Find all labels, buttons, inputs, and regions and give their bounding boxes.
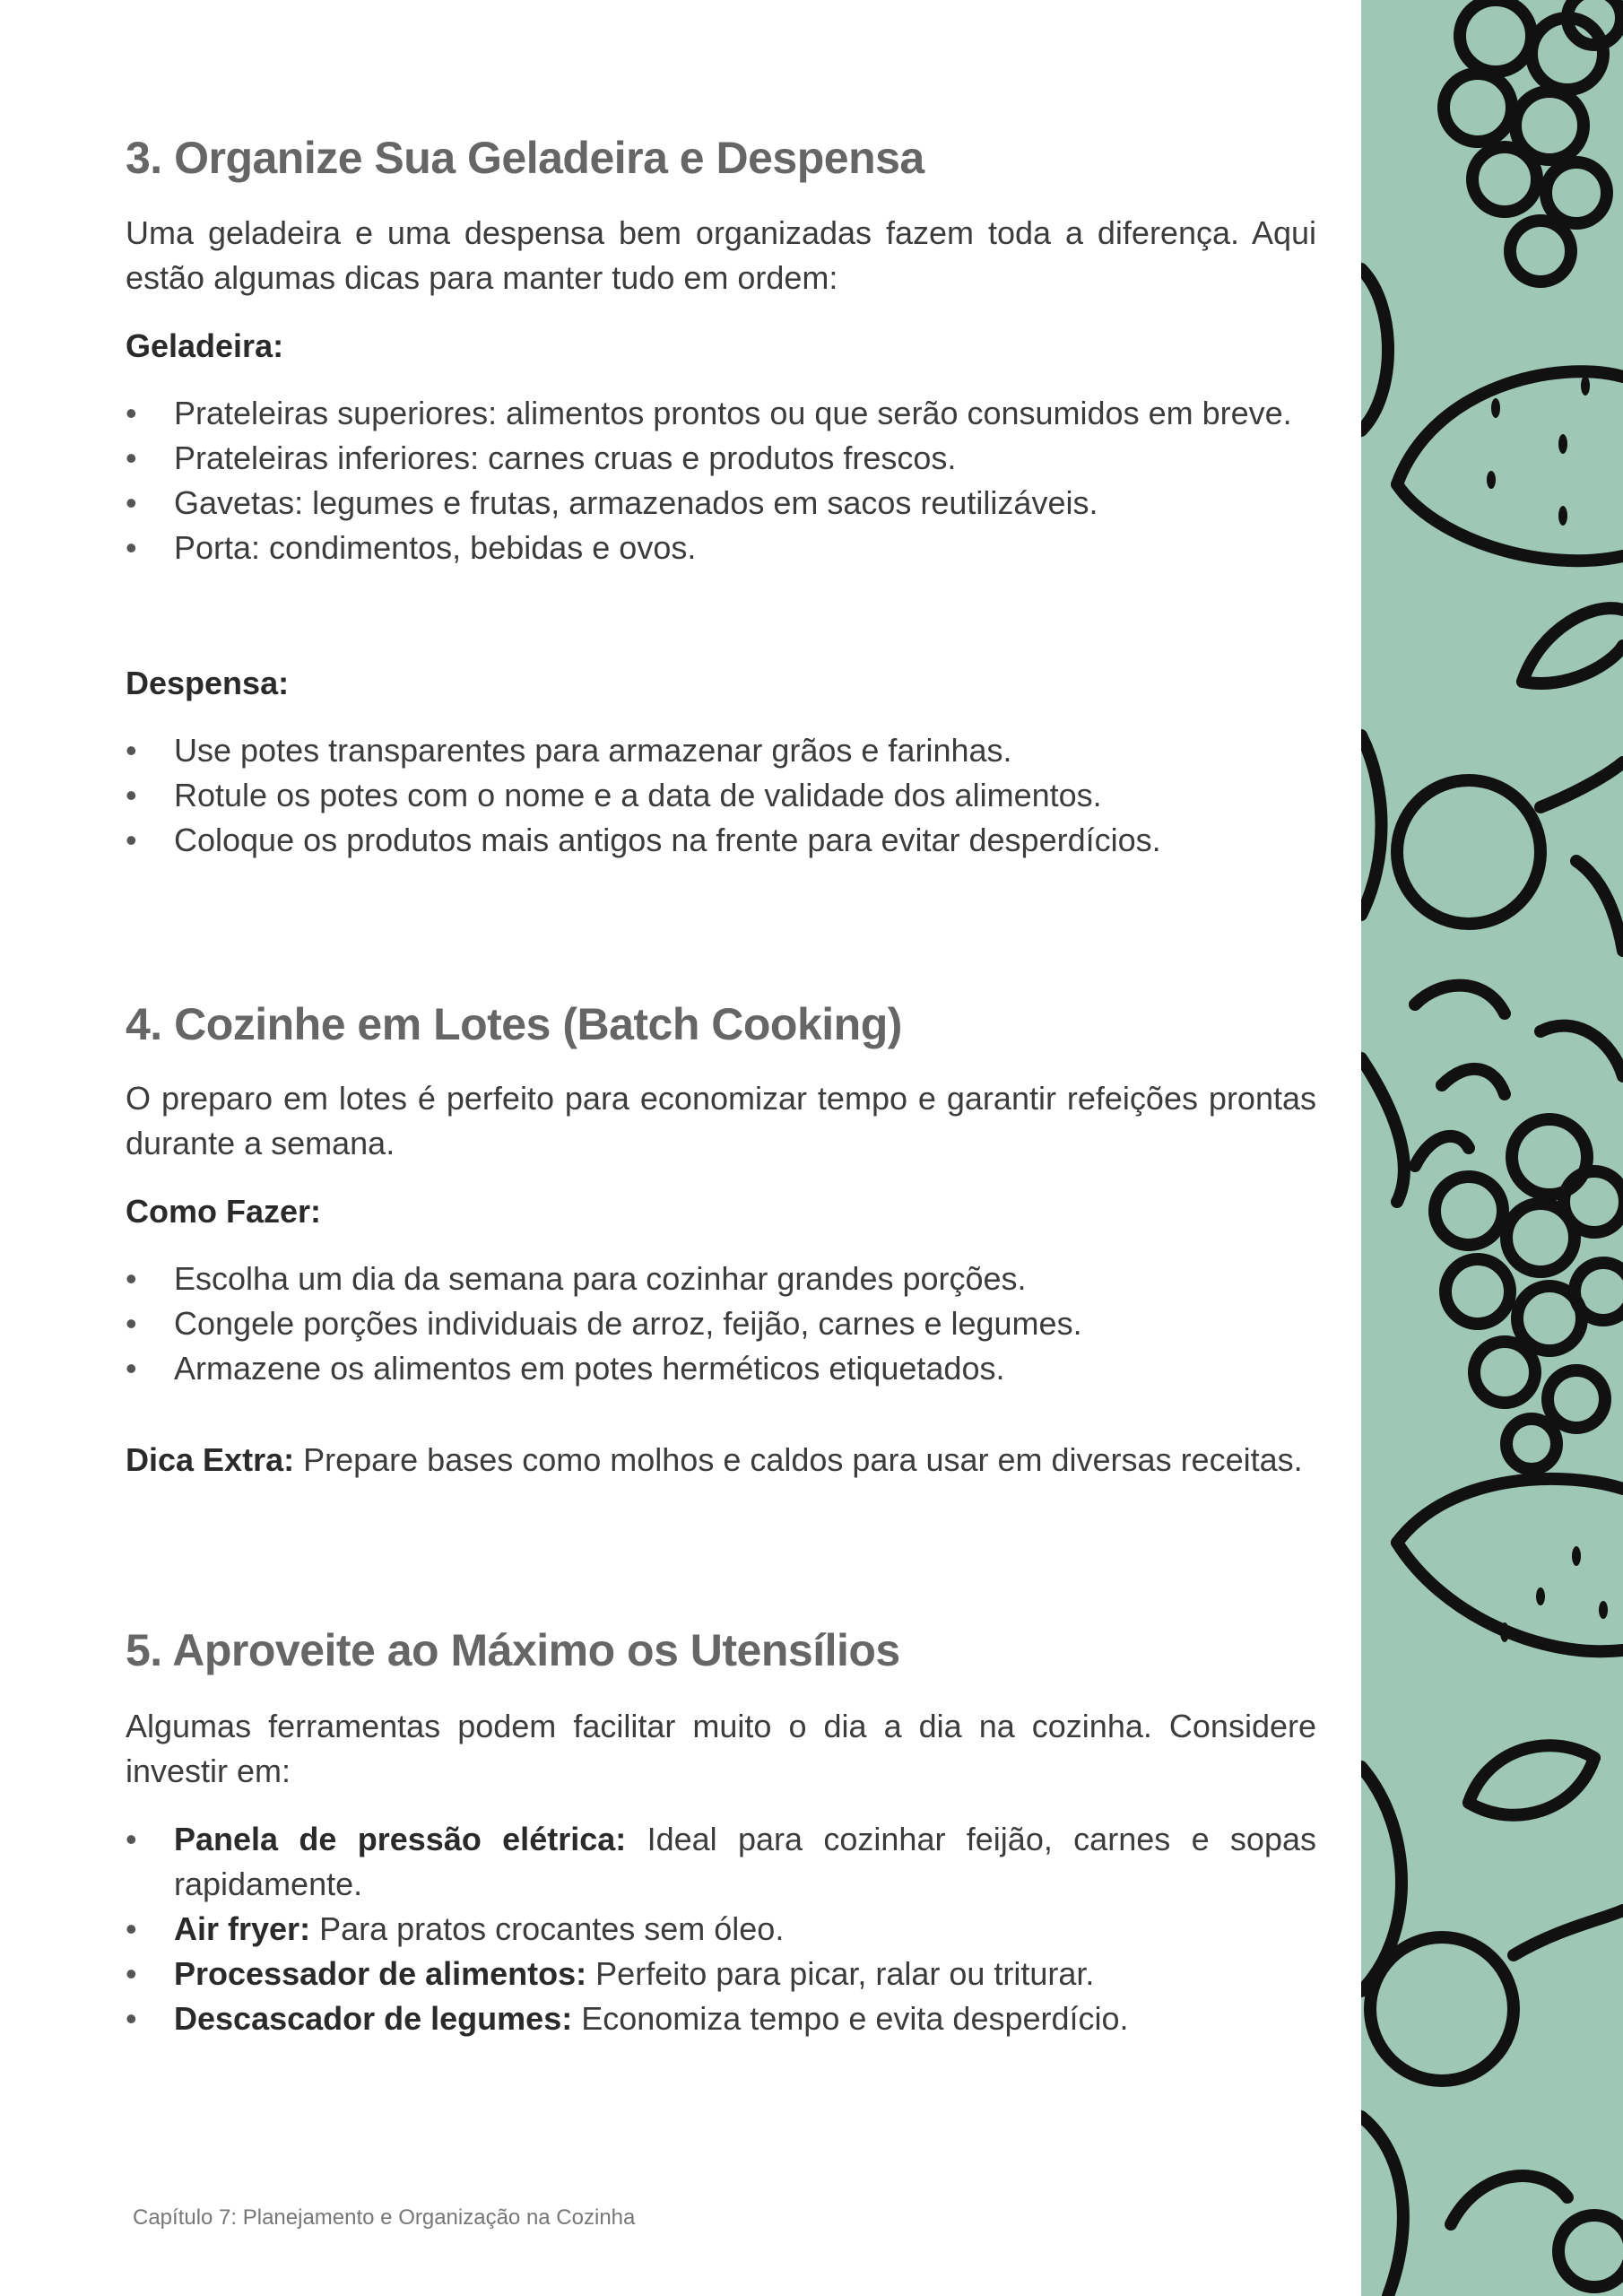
tool-name: Processador de alimentos: [174,1955,587,1992]
tool-desc: Perfeito para picar, ralar ou triturar. [586,1955,1095,1992]
tool-name: Panela de pressão elétrica: [174,1821,627,1857]
bullet: • [126,1305,137,1342]
list-item: • Congele porções individuais de arroz, feijão, carnes e legumes. [126,1301,1316,1346]
bullet: • [126,1260,137,1297]
decorative-fruit-panel [1361,0,1623,2296]
bullet: • [126,529,137,566]
list-item [126,1996,1316,2041]
bullet: • [126,2000,137,2037]
bullet: • [126,732,137,769]
fridge-list [126,391,1316,570]
extra-tip [126,1438,1316,1483]
list-item: • Rotule os potes com o nome e a data de validade dos alimentos. [126,773,1316,818]
pantry-label: Despensa: [126,665,290,701]
section-3-heading: 3. Organize Sua Geladeira e Despensa [126,133,924,183]
extra-tip-label: Dica Extra: [126,1441,295,1478]
list-item: • Armazene os alimentos em potes herméticos etiquetados. [126,1346,1316,1391]
list-item [126,1817,1316,1907]
bullet: • [126,1350,137,1387]
how-to-label: Como Fazer: [126,1193,322,1230]
tool-desc: Economiza tempo e evita desperdício. [572,2000,1129,2037]
bullet: • [126,439,137,476]
tools-list [126,1817,1316,2041]
section-4-heading: 4. Cozinhe em Lotes (Batch Cooking) [126,999,902,1049]
list-item: • Gavetas: legumes e frutas, armazenados em sacos reutilizáveis. [126,481,1316,526]
section-5-heading: 5. Aproveite ao Máximo os Utensílios [126,1625,900,1675]
list-item: • Coloque os produtos mais antigos na frente para evitar desperdícios. [126,818,1316,863]
bullet: • [126,484,137,521]
list-item: • Porta: condimentos, bebidas e ovos. [126,526,1316,570]
fridge-label: Geladeira: [126,327,284,364]
bullet: • [126,1910,137,1947]
section-3-intro: Uma geladeira e uma despensa bem organizadas fazem toda a diferença. Aqui estão algumas dicas para manter tudo em ordem: [126,214,1316,296]
bullet: • [126,822,137,858]
list-item: • Prateleiras inferiores: carnes cruas e produtos frescos. [126,436,1316,481]
tool-name: Air fryer: [174,1910,311,1947]
page-footer: Capítulo 7: Planejamento e Organização na Cozinha [133,2205,636,2230]
section-5-intro: Algumas ferramentas podem facilitar muito o dia a dia na cozinha. Considere investir em: [126,1708,1316,1789]
bullet: • [126,777,137,813]
section-4-intro: O preparo em lotes é perfeito para economizar tempo e garantir refeições prontas durante a semana. [126,1080,1316,1161]
bullet: • [126,1821,137,1857]
bullet: • [126,1955,137,1992]
fruit-pattern-icon [1361,0,1623,2296]
extra-tip-text: Prepare bases como molhos e caldos para usar em diversas receitas. [294,1441,1303,1478]
pantry-list [126,728,1316,863]
list-item: • Escolha um dia da semana para cozinhar grandes porções. [126,1257,1316,1301]
tool-desc: Ideal para cozinhar feijão, carnes e sopas rapidamente. [174,1821,1316,1902]
bullet: • [126,395,137,431]
list-item [126,1907,1316,1952]
list-item: • Use potes transparentes para armazenar grãos e farinhas. [126,728,1316,773]
list-item [126,1952,1316,1996]
list-item: • Prateleiras superiores: alimentos prontos ou que serão consumidos em breve. [126,391,1316,436]
how-to-list [126,1257,1316,1391]
tool-name: Descascador de legumes: [174,2000,573,2037]
tool-desc: Para pratos crocantes sem óleo. [310,1910,785,1947]
